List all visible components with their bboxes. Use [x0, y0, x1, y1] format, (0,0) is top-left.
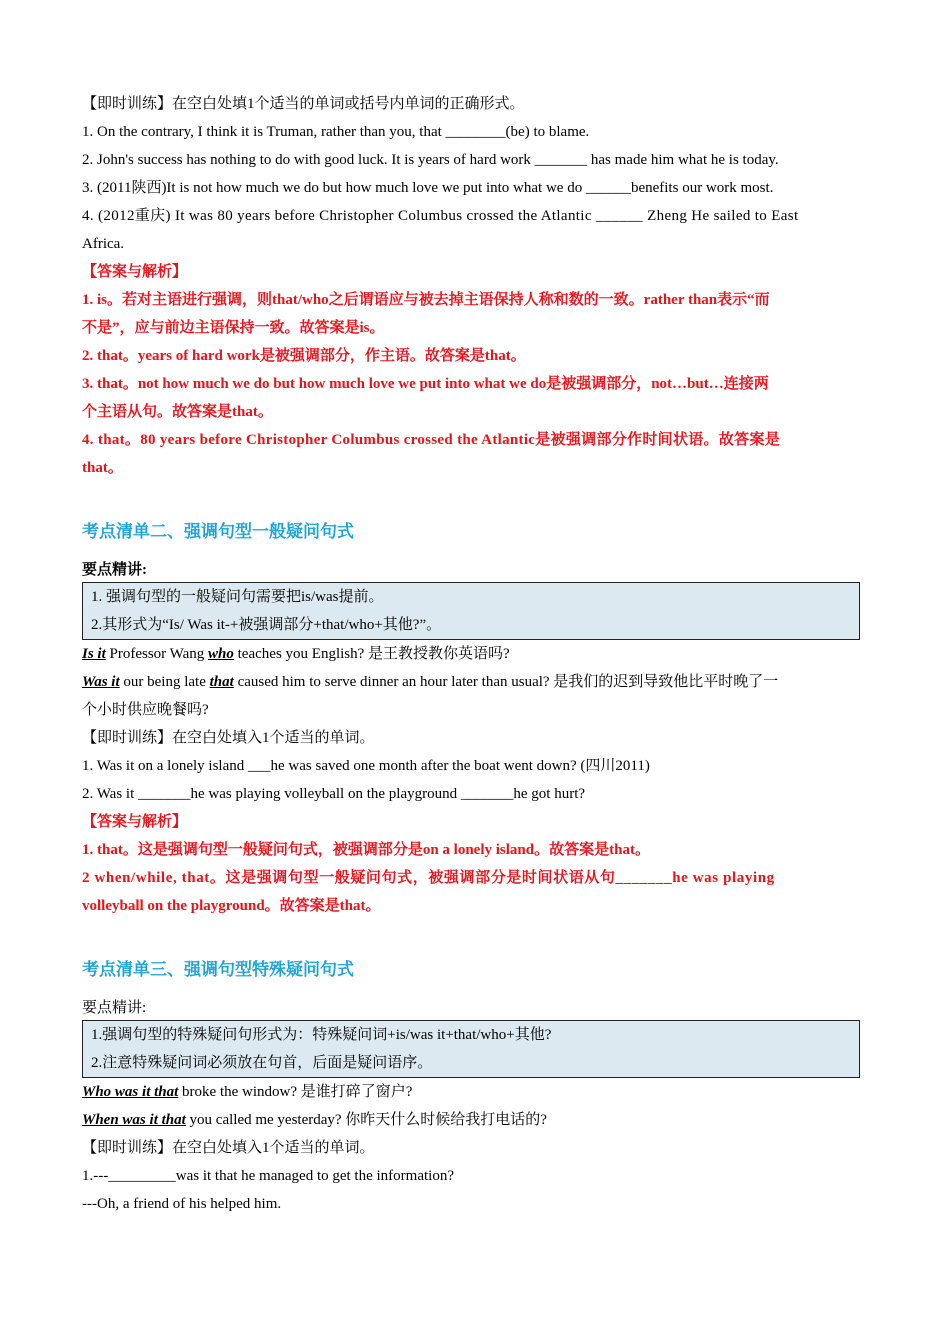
answer-1-cont: 不是”，应与前边主语保持一致。故答案是is。	[82, 320, 385, 336]
answer-title: 【答案与解析】	[82, 814, 188, 830]
answer-4-cont: that。	[82, 460, 123, 476]
question-1-reply: ---Oh, a friend of his helped him.	[82, 1196, 282, 1212]
answer-4: 4. that。80 years before Christopher Columbus crossed the Atlantic是被强调部分作时间状语。故答案是	[82, 432, 781, 448]
key-points-label: 要点精讲:	[82, 562, 147, 578]
document-page	[82, 90, 868, 1218]
answer-1: 1. is。若对主语进行强调，则that/who之后谓语应与被去掉主语保持人称和数的一致。rather than表示“而	[82, 292, 770, 308]
section-heading-2: 考点清单二、强调句型一般疑问句式	[82, 522, 354, 542]
answer-title: 【答案与解析】	[82, 264, 188, 280]
key-points-label: 要点精讲:	[82, 1000, 147, 1016]
question-1: 1. On the contrary, I think it is Truman, rather than you, that ________(be) to blame.	[82, 124, 590, 140]
question-1: 1. Was it on a lonely island ___he was saved one month after the boat went down? (四川2011)	[82, 758, 650, 774]
example-sentence-1: Is it Professor Wang who teaches you English? 是王教授教你英语吗?	[82, 646, 510, 662]
question-3: 3. (2011陕西)It is not how much we do but how much love we put into what we do ______benefits our work most.	[82, 180, 774, 196]
key-point-2: 2.其形式为“Is/ Was it-+被强调部分+that/who+其他?”。	[91, 617, 442, 633]
question-1: 1.---_________was it that he managed to get the information?	[82, 1168, 454, 1184]
key-point-1: 1.强调句型的特殊疑问句形式为：特殊疑问词+is/was it+that/who+其他?	[91, 1027, 552, 1043]
question-4: 4. (2012重庆) It was 80 years before Christopher Columbus crossed the Atlantic ______ Zheng He sailed to East	[82, 208, 799, 224]
drill-title: 【即时训练】在空白处填入1个适当的单词。	[82, 730, 375, 746]
section-heading-3: 考点清单三、强调句型特殊疑问句式	[82, 960, 354, 980]
answer-3-cont: 个主语从句。故答案是that。	[82, 404, 273, 420]
emphasis-phrase: who	[208, 646, 234, 662]
answer-3: 3. that。not how much we do but how much love we put into what we do是被强调部分，not…but…连接两	[82, 376, 769, 392]
answer-2: 2. that。years of hard work是被强调部分，作主语。故答案是that。	[82, 348, 526, 364]
answer-2: 2 when/while, that。这是强调句型一般疑问句式，被强调部分是时间状语从句_______he was playing	[82, 870, 775, 886]
answer-1: 1. that。这是强调句型一般疑问句式，被强调部分是on a lonely island。故答案是that。	[82, 842, 650, 858]
example-sentence-2-cont: 个小时供应晚餐吗?	[82, 702, 209, 718]
emphasis-phrase: When was it that	[82, 1112, 186, 1128]
question-4-cont: Africa.	[82, 236, 125, 252]
example-sentence-2: Was it our being late that caused him to serve dinner an hour later than usual? 是我们的迟到导致他比平时晚了一	[82, 674, 779, 690]
emphasis-phrase: Is it	[82, 646, 106, 662]
drill-title: 【即时训练】在空白处填1个适当的单词或括号内单词的正确形式。	[82, 96, 525, 112]
emphasis-phrase: Who was it that	[82, 1084, 179, 1100]
question-2: 2. Was it _______he was playing volleyball on the playground _______he got hurt?	[82, 786, 586, 802]
key-point-2: 2.注意特殊疑问词必须放在句首，后面是疑问语序。	[91, 1055, 433, 1071]
example-sentence-1: Who was it that broke the window? 是谁打碎了窗户?	[82, 1084, 413, 1100]
example-sentence-2: When was it that you called me yesterday? 你昨天什么时候给我打电话的?	[82, 1112, 547, 1128]
answer-2-cont: volleyball on the playground。故答案是that。	[82, 898, 381, 914]
drill-title: 【即时训练】在空白处填入1个适当的单词。	[82, 1140, 375, 1156]
emphasis-phrase: that	[209, 674, 234, 690]
question-2: 2. John's success has nothing to do with good luck. It is years of hard work _______ has made him what he is today.	[82, 152, 779, 168]
key-point-1: 1. 强调句型的一般疑问句需要把is/was提前。	[91, 589, 384, 605]
key-points-box	[82, 1020, 860, 1078]
emphasis-phrase: Was it	[82, 674, 120, 690]
key-points-box	[82, 582, 860, 640]
